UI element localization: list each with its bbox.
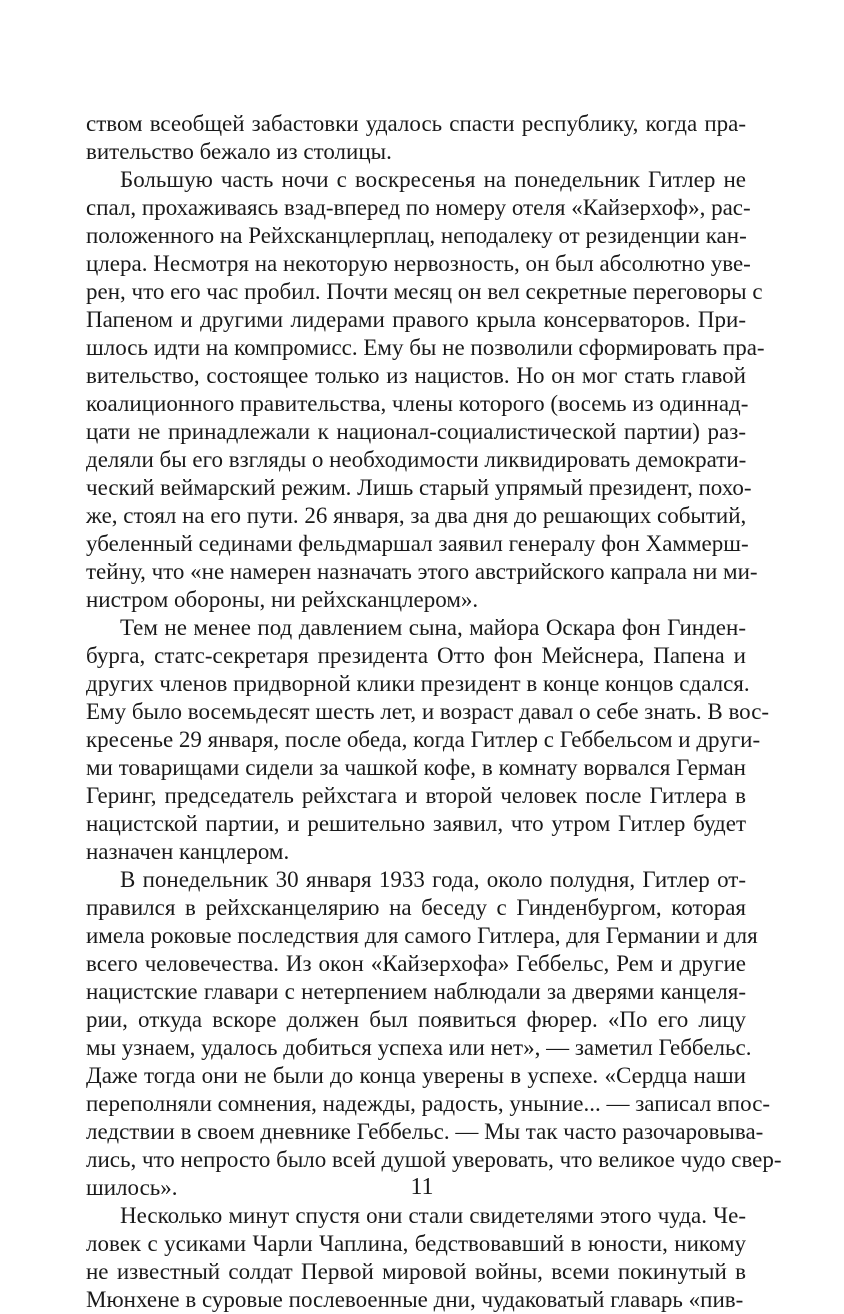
text-line: вительство, состоящее только из нацистов. Но он мог стать главой (86, 363, 746, 388)
text-line: не известный солдат Первой мировой войны, всеми покинутый в (86, 1259, 746, 1284)
text-line: всего человечества. Из окон «Кайзерхофа» Геббельс, Рем и другие (86, 951, 746, 976)
text-line: ловек с усиками Чарли Чаплина, бедствовавший в юности, никому (86, 1231, 746, 1256)
text-line: В понедельник 30 января 1933 года, около полудня, Гитлер от- (120, 867, 746, 892)
text-line: ледствии в своем дневнике Геббельс. — Мы так часто разочаровыва- (86, 1119, 764, 1144)
text-line: Папеном и другими лидерами правого крыла консерваторов. При- (86, 307, 746, 332)
text-line: других членов придворной клики президент в конце концов сдался. (86, 671, 750, 696)
paragraph (86, 110, 746, 166)
text-line: шлось идти на компромисс. Ему бы не позволили сформировать пра- (86, 335, 765, 360)
paragraph (86, 166, 765, 614)
text-line: Тем не менее под давлением сына, майора Оскара фон Гинден- (120, 615, 746, 640)
text-line: Даже тогда они не были до конца уверены в успехе. «Сердца наши (86, 1063, 746, 1088)
text-line: Ему было восемьдесят шесть лет, и возраст давал о себе знать. В вос- (86, 699, 770, 724)
text-line: назначен канцлером. (86, 839, 290, 864)
text-line: рии, откуда вскоре должен был появиться фюрер. «По его лицу (86, 1007, 746, 1032)
text-line: коалиционного правительства, члены которого (восемь из одиннад- (86, 391, 749, 416)
text-line: вительство бежало из столицы. (86, 139, 392, 164)
text-line: Большую часть ночи с воскресенья на понедельник Гитлер не (120, 167, 746, 192)
text-line: ческий веймарский режим. Лишь старый упрямый президент, похо- (86, 475, 752, 500)
text-line: положенного на Рейхсканцлерплац, неподалеку от резиденции кан- (86, 223, 747, 248)
text-line: правился в рейхсканцелярию на беседу с Гинденбургом, которая (86, 895, 746, 920)
text-line: нистром обороны, ни рейхсканцлером». (86, 587, 479, 612)
text-line: Геринг, председатель рейхстага и второй человек после Гитлера в (86, 783, 746, 808)
text-line: нацистские главари с нетерпением наблюдали за дверями канцеля- (86, 979, 746, 1004)
paragraph (86, 1202, 746, 1314)
text-line: ством всеобщей забастовки удалось спасти республику, когда пра- (86, 111, 746, 136)
text-line: спал, прохаживаясь взад-вперед по номеру отеля «Кайзерхоф», рас- (86, 195, 751, 220)
text-line: деляли бы его взгляды о необходимости ликвидировать демократи- (86, 447, 747, 472)
text-line: тейну, что «не намерен назначать этого австрийского капрала ни ми- (86, 559, 758, 584)
text-line: бурга, статс-секретаря президента Отто фон Мейснера, Папена и (86, 643, 746, 668)
text-line: лись, что непросто было всей душой уверовать, что великое чудо свер- (86, 1147, 782, 1172)
text-line: цлера. Несмотря на некоторую нервозность, он был абсолютно уве- (86, 251, 751, 276)
text-line: рен, что его час пробил. Почти месяц он вел секретные переговоры с (86, 279, 763, 304)
text-line: цати не принадлежали к национал-социалистической партии) раз- (86, 419, 746, 444)
page-number: 11 (410, 1174, 434, 1200)
text-line: Несколько минут спустя они стали свидетелями этого чуда. Че- (120, 1203, 746, 1228)
text-line: же, стоял на его пути. 26 января, за два дня до решающих событий, (86, 503, 747, 528)
text-line: имела роковые последствия для самого Гитлера, для Германии и для (86, 923, 758, 948)
page-body (86, 110, 782, 1314)
text-line: ми товарищами сидели за чашкой кофе, в комнату ворвался Герман (86, 755, 746, 780)
paragraph (86, 614, 770, 866)
text-line: шилось». (86, 1175, 178, 1200)
text-line: мы узнаем, удалось добиться успеха или нет», — заметил Геббельс. (86, 1035, 752, 1060)
text-line: Мюнхене в суровые послевоенные дни, чудаковатый главарь «пив- (86, 1287, 744, 1312)
text-line: убеленный сединами фельдмаршал заявил генералу фон Хаммерш- (86, 531, 749, 556)
text-line: нацистской партии, и решительно заявил, что утром Гитлер будет (86, 811, 746, 836)
text-line: кресенье 29 января, после обеда, когда Гитлер с Геббельсом и други- (86, 727, 761, 752)
paragraph (86, 866, 782, 1202)
text-line: переполняли сомнения, надежды, радость, уныние... — записал впос- (86, 1091, 771, 1116)
